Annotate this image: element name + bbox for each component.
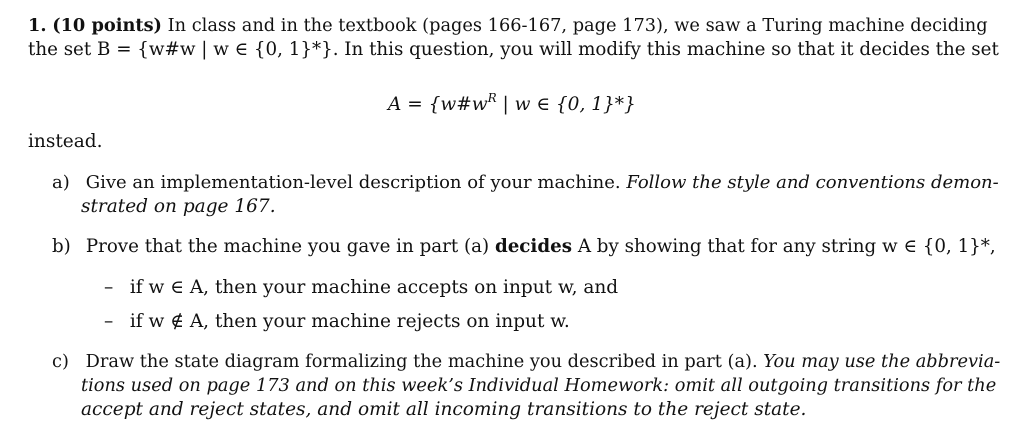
part-b-label: b) (52, 236, 71, 257)
part-b-text-after: A by showing that for any string w ∈ {0, 1}*, (577, 236, 996, 257)
part-b-bullet-2-text: if w ∉ A, then your machine rejects on input w. (129, 311, 570, 332)
question-intro-text-2: the set B = {w#w | w ∈ {0, 1}*}. In this question, you will modify this machine so that it decides the set (28, 39, 999, 60)
set-formula (388, 86, 636, 117)
part-b-bullet-2 (104, 310, 570, 334)
question-intro-line-1 (28, 14, 988, 38)
question-points: (10 points) (52, 15, 162, 36)
instead-label: instead. (28, 131, 103, 152)
set-formula-prefix: A = {w#w (388, 94, 488, 115)
part-a-label: a) (52, 172, 70, 193)
part-a-line-1 (52, 171, 999, 195)
part-c-italic-continuation-2: accept and reject states, and omit all incoming transitions to the reject state. (81, 399, 807, 420)
set-formula-suffix: | w ∈ {0, 1}*} (496, 94, 636, 115)
part-b-bullet-1-text: if w ∈ A, then your machine accepts on input w, and (129, 277, 619, 298)
part-c-text: Draw the state diagram formalizing the machine you described in part (a). (85, 352, 758, 372)
part-c-line-3 (81, 398, 806, 422)
part-b-text-before: Prove that the machine you gave in part (a) (85, 236, 490, 257)
instead-text (28, 130, 102, 154)
part-b-line-1 (52, 235, 996, 259)
question-intro-text-1: In class and in the textbook (pages 166-167, page 173), we saw a Turing machine deciding (167, 16, 988, 36)
part-a-line-2 (81, 195, 276, 219)
question-number: 1. (28, 15, 47, 36)
part-b-bullet-1 (104, 276, 618, 300)
part-c-italic-text: You may use the abbrevia- (763, 352, 1001, 372)
part-a-text: Give an implementation-level description of your machine. (85, 172, 621, 193)
part-c-line-2 (81, 374, 996, 398)
part-c-italic-continuation-1: tions used on page 173 and on this week’s Individual Homework: omit all outgoing transitions for the (81, 376, 997, 396)
bullet-marker: – (104, 277, 114, 298)
question-intro-line-2 (28, 38, 999, 62)
part-c-label: c) (52, 352, 69, 372)
part-b-bold-word: decides (494, 236, 573, 257)
part-c-line-1 (52, 350, 1000, 374)
set-formula-superscript: R (487, 91, 497, 105)
part-a-italic-continuation: strated on page 167. (81, 196, 276, 217)
bullet-marker: – (104, 311, 114, 332)
part-a-italic-text: Follow the style and conventions demon- (626, 172, 999, 193)
